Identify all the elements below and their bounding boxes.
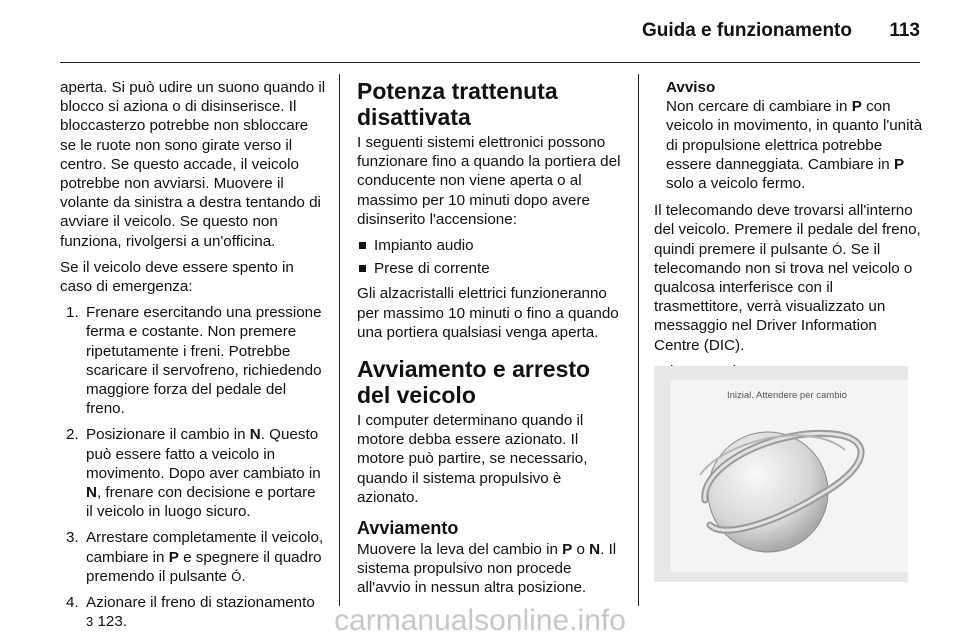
column-middle [357,78,624,605]
text: Non cercare di cambiare in [666,98,852,116]
header-divider [60,62,920,63]
step-text: , frenare con decisione e portare il veicolo in luogo sicuro. [86,484,316,521]
gear-label: P [168,548,179,566]
text: . Se il telecomando non si trova nel veicolo o qualcosa interferisce con il trasmettitore, verrà visualizzato un messaggio nel Driver Information Centre (DIC). [654,240,913,354]
text: con veicolo in movimento, in quanto l'unità di propulsione elettrica potrebbe essere danneggiata. Cambiare in [666,98,923,173]
power-button-icon: Ó [231,568,242,584]
list-item: Prese di corrente [357,259,624,278]
text: Il telecomando deve trovarsi all'interno del veicolo. Premere il pedale del freno, quindi premere il pulsante [654,202,921,258]
subsection-heading: Avviamento [357,518,459,539]
step-text: . [241,567,246,585]
page-reference: 123. [93,613,128,631]
gear-label: P [851,98,862,116]
column-divider [339,74,340,606]
step-number: 2. [66,426,79,444]
page-header [0,18,960,48]
text: solo a veicolo fermo. [666,175,806,193]
step-text: Azionare il freno di stazionamento [86,594,315,612]
page-number: 113 [889,20,920,41]
step-number: 1. [66,304,79,322]
text: o [572,541,590,559]
paragraph: Gli alzacristalli elettrici funzioneranno per massimo 10 minuti o fino a quando una portiera qualsiasi venga aperta. [357,285,619,341]
watermark: carmanualsonline.info [334,604,626,637]
emergency-steps-list [60,303,326,631]
gear-label: P [562,541,573,559]
step-text: Frenare esercitando una pressione ferma e costante. Non premere ripetutamente i freni. Potrebbe scaricare il servofreno, richiedendo maggiore forza del pedale del freno. [86,304,322,418]
paragraph: I seguenti sistemi elettronici possono funzionare fino a quando la portiera del conducente non viene aperta o al massimo per 10 minuti dopo avere disinserito l'accensione: [357,134,621,228]
gear-label: N [249,426,261,444]
list-item [60,528,326,586]
list-item [60,303,326,418]
page-title: Guida e funzionamento [641,20,852,41]
list-item [60,425,326,521]
page-reference-icon: 3 [86,614,94,630]
step-number: 3. [66,529,79,547]
step-number: 4. [66,594,79,612]
notice-box [654,78,924,193]
text: Muovere la leva del cambio in [357,541,563,559]
column-right [654,78,924,388]
paragraph: I computer determinano quando il motore debba essere azionato. Il motore può partire, se necessario, quando il sistema propulsivo è azionato. [357,412,588,506]
list-item: Impianto audio [357,236,624,255]
column-divider [638,74,639,606]
notice-title: Avviso [666,79,716,96]
systems-list [357,236,624,278]
display-screen [670,380,908,572]
step-text: Posizionare il cambio in [86,426,250,444]
step-text: . Questo può essere fatto a veicolo in movimento. Dopo aver cambiato in [86,426,321,482]
gear-label: N [86,484,97,502]
paragraph: aperta. Si può udire un suono quando il blocco si aziona o di disinserisce. Il bloccasterzo potrebbe non sbloccare se le ruote non sono girate verso il centro. Se questo accade, il veicolo potrebbe non avviarsi. Muovere il volante da sinistra a destra tentando di avviare il veicolo. Se questo non funziona, rivolgersi a un'officina. [60,79,326,250]
notice-text [666,97,924,193]
section-heading: Avviamento e arresto del veicolo [357,356,591,409]
section-heading: Potenza trattenuta disattivata [357,78,558,130]
paragraph [654,201,924,355]
power-button-icon: Ó [832,241,843,257]
planet-graphic-icon [670,380,908,572]
gear-label: N [589,541,601,559]
text: . Il sistema propulsivo non procede all'avvio in nessun altra posizione. [357,541,617,597]
gear-label: P [893,155,905,173]
paragraph: Se il veicolo deve essere spento in caso di emergenza: [60,258,294,296]
display-message: Inizial. Attendere per cambio [727,390,847,401]
paragraph [357,540,624,598]
step-text: Arrestare completamente il veicolo, cambiare in [86,529,324,566]
column-left [60,78,326,638]
step-text: e spegnere il quadro premendo il pulsante [86,548,322,585]
